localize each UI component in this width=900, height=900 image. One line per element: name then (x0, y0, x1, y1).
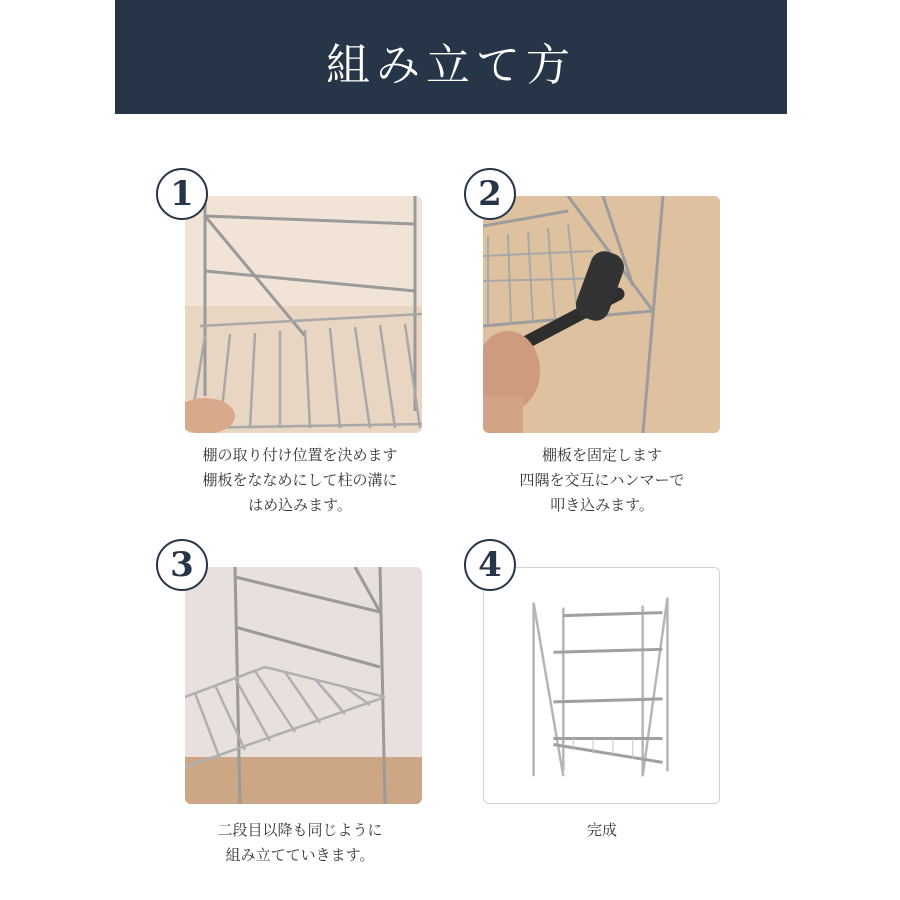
step-number-badge: 2 (464, 168, 516, 220)
caption-line: 棚板を固定します (541, 446, 662, 464)
step-2-caption (462, 443, 742, 518)
caption-line: 完成 (586, 821, 617, 839)
step-3-caption (160, 818, 440, 868)
step-1-caption (160, 443, 440, 518)
title-banner (115, 0, 787, 114)
caption-line: 組み立てていきます。 (225, 846, 375, 864)
caption-line: はめ込みます。 (248, 496, 352, 514)
caption-line: 棚の取り付け位置を決めます (202, 446, 398, 464)
caption-line: 四隅を交互にハンマーで (519, 471, 685, 489)
page-title: 組み立て方 (326, 40, 576, 91)
step-number-badge: 3 (156, 539, 208, 591)
step-4-photo (483, 567, 720, 804)
step-2-photo (483, 196, 720, 433)
step-number-badge: 4 (464, 539, 516, 591)
step-number-badge: 1 (156, 168, 208, 220)
caption-line: 叩き込みます。 (550, 496, 654, 514)
caption-line: 棚板をななめにして柱の溝に (202, 471, 398, 489)
step-1-photo (185, 196, 422, 433)
step-4-caption (462, 818, 742, 843)
caption-line: 二段目以降も同じように (217, 821, 383, 839)
step-3-photo (185, 567, 422, 804)
